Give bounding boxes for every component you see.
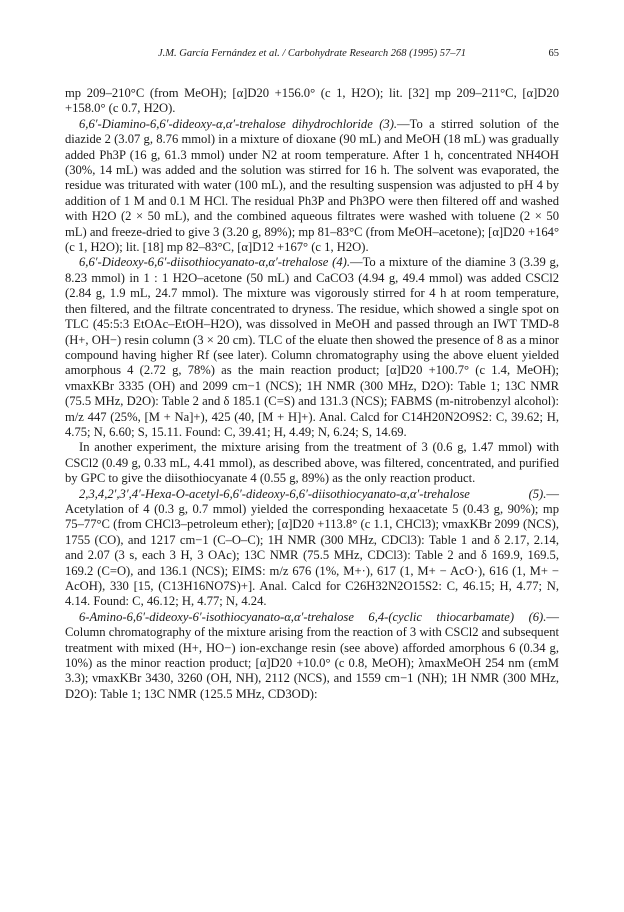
- running-head: J.M. García Fernández et al. / Carbohydrate Research 268 (1995) 57–71: [157, 48, 467, 59]
- paragraph: 6,6′-Diamino-6,6′-dideoxy-α,α′-trehalose dihydrochloride (3).—To a stirred solution of the diazide 2 (3.07 g, 8.76 mmol) in a mixture of dioxane (90 mL) and MeOH (18 mL) was gradually added Ph3P (16 g, 61.3 mmol) under N2 at room temperature. After 1 h, concentrated NH4OH (30%, 14 mL) was added and the solution was stirred for 16 h. The solvent was evaporated, the residue was triturated with water (100 mL), and the resulting suspension was adjusted to pH 4 by addition of 1 M and 0.1 M HCl. The residual Ph3P and Ph3PO were then filtered off and washed with H2O (2 × 50 mL), and the combined aqueous filtrates were washed with toluene (2 × 50 mL) and freeze-dried to give 3 (3.20 g, 89%); mp 81–83°C (from MeOH–acetone); [α]D20 +164° (c 1, H2O); lit. [18] mp 82–83°C, [α]D12 +167° (c 1, H2O).: [65, 116, 559, 255]
- page-header: [65, 48, 559, 66]
- compound-title: 6,6′-Diamino-6,6′-dideoxy-α,α′-trehalose dihydrochloride (3).: [79, 116, 398, 131]
- journal-page: [65, 48, 559, 702]
- compound-title: 6-Amino-6,6′-dideoxy-6′-isothiocyanato-α,α′-trehalose 6,4-(cyclic thiocarbamate) (6).: [79, 609, 547, 624]
- paragraph: 6-Amino-6,6′-dideoxy-6′-isothiocyanato-α,α′-trehalose 6,4-(cyclic thiocarbamate) (6).—Column chromatography of the mixture arising from the reaction of 3 with CSCl2 and subsequent treatment with mixed (H+, HO−) ion-exchange resin (see above) afforded amorphous 6 (0.34 g, 10%) as the minor reaction product; [α]D20 +10.0° (c 0.8, MeOH); λmaxMeOH 254 nm (εmM 3.3); νmaxKBr 3430, 3260 (OH, NH), 2112 (NCS), and 1559 cm−1 (NH); 1H NMR (300 MHz, D2O): Table 1; 13C NMR (125.5 MHz, CD3OD):: [65, 609, 559, 701]
- paragraph: mp 209–210°C (from MeOH); [α]D20 +156.0° (c 1, H2O); lit. [32] mp 209–211°C, [α]D20 +158.0° (c 0.7, H2O).: [65, 86, 559, 116]
- paragraph: In another experiment, the mixture arising from the treatment of 3 (0.6 g, 1.47 mmol) with CSCl2 (0.49 g, 0.33 mL, 4.41 mmol), as described above, was filtered, concentrated, and purified by GPC to give the diisothiocyanate 4 (0.55 g, 89%) as the only reaction product.: [65, 440, 559, 486]
- page-number: 65: [548, 48, 559, 59]
- paragraph: 2,3,4,2′,3′,4′-Hexa-O-acetyl-6,6′-dideoxy-6,6′-diisothiocyanato-α,α′-trehalose (5).—Acetylation of 4 (0.3 g, 0.7 mmol) yielded the corresponding hexaacetate 5 (0.43 g, 90%); mp 75–77°C (from CHCl3–petroleum ether); [α]D20 +113.8° (c 1.1, CHCl3); νmaxKBr 2099 (NCS), 1755 (CO), and 1217 cm−1 (C–O–C); 1H NMR (300 MHz, CDCl3): Table 1 and δ 2.17, 2.14, and 2.07 (3 s, each 3 H, 3 OAc); 13C NMR (75.5 MHz, CDCl3): Table 2 and δ 169.9, 169.5, 169.2 (C=O), and 136.1 (NCS); EIMS: m/z 676 (1%, M+·), 617 (1, M+ − AcO·), 616 (1, M+ − AcOH), 330 [15, (C13H16NO7S)+]. Anal. Calcd for C26H32N2O15S2: C, 46.15; H, 4.77; N, 4.14. Found: C, 46.12; H, 4.77; N, 4.24.: [65, 486, 559, 609]
- compound-title: 6,6′-Dideoxy-6,6′-diisothiocyanato-α,α′-trehalose (4).: [79, 255, 350, 270]
- compound-title: 2,3,4,2′,3′,4′-Hexa-O-acetyl-6,6′-dideoxy-6,6′-diisothiocyanato-α,α′-trehalose (5).: [79, 486, 547, 501]
- article-body: [65, 86, 559, 702]
- paragraph: 6,6′-Dideoxy-6,6′-diisothiocyanato-α,α′-trehalose (4).—To a mixture of the diamine 3 (3.39 g, 8.23 mmol) in 1 : 1 H2O–acetone (50 mL) and CaCO3 (4.94 g, 49.4 mmol) was added CSCl2 (2.84 g, 1.9 mL, 24.7 mmol). The mixture was vigorously stirred for 4 h at room temperature, then filtered, and the filtrate concentrated to dryness. The residue, which showed a single spot on TLC (45:5:3 EtOAc–EtOH–H2O), was dissolved in MeOH and passed through an IWT TMD-8 (H+, OH−) resin column (3 × 20 cm). TLC of the eluate then showed the presence of 8 as a minor compound having higher Rf (see later). Column chromatography using the above eluent yielded amorphous 4 (2.72 g, 78%) as the main reaction product; [α]D20 +100.7° (c 1.4, MeOH); νmaxKBr 3335 (OH) and 2099 cm−1 (NCS); 1H NMR (300 MHz, D2O): Table 1; 13C NMR (75.5 MHz, D2O): Table 2 and δ 185.1 (C=S) and 131.3 (NCS); FABMS (m-nitrobenzyl alcohol): m/z 447 (25%, [M + Na]+), 425 (40, [M + H]+). Anal. Calcd for C14H20N2O9S2: C, 39.62; H, 4.75; N, 6.60; S, 15.11. Found: C, 39.41; H, 4.49; N, 6.24; S, 14.69.: [65, 255, 559, 439]
